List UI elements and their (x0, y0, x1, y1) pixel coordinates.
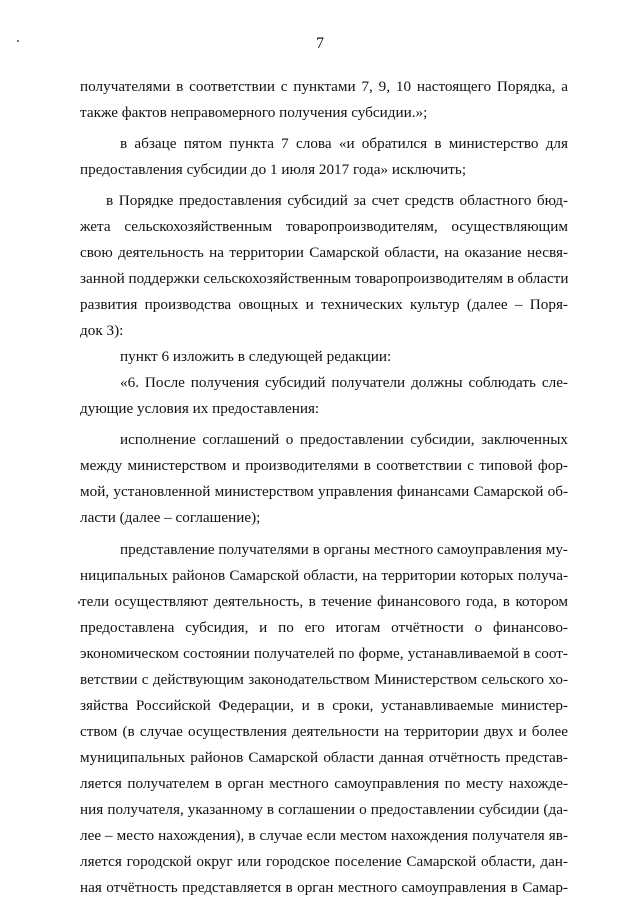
text-line: «6. После получения субсидий получатели должны соблюдать сле- (120, 374, 568, 391)
page-number: 7 (316, 35, 324, 52)
text-line: зяйства Российской Федерации, и в сроки, устанавливаемые министер- (80, 697, 568, 714)
text-line: предоставлена субсидия, и по его итогам отчётности о финансово- (80, 619, 568, 636)
text-line: ляется получателем в орган местного самоуправления по месту нахожде- (80, 775, 568, 792)
paragraph (80, 188, 568, 344)
paragraph (80, 370, 568, 422)
text-line: также фактов неправомерного получения субсидии.»; (80, 104, 428, 121)
text-line: муниципальных районов Самарской области данная отчётность представ- (80, 749, 568, 766)
text-line: занной поддержки сельскохозяйственным товаропроизводителям в области (80, 270, 569, 287)
document-body (80, 74, 568, 901)
text-line: экономическом состоянии получателей по форме, устанавливаемой в соот- (80, 645, 568, 662)
text-line: ством (в случае осуществления деятельности на территории двух и более (80, 723, 568, 740)
text-line: в абзаце пятом пункта 7 слова «и обратился в министерство для (120, 135, 568, 152)
text-line: док 3): (80, 322, 124, 339)
paragraph (80, 131, 568, 183)
text-line: развития производства овощных и технических культур (далее – Поря- (80, 296, 568, 313)
text-line: ная отчётность представляется в орган местного самоуправления в Самар- (80, 879, 568, 896)
text-line: тели осуществляют деятельность, в течение финансового года, в котором (80, 593, 568, 610)
text-line: ния получателя, указанному в соглашении о предоставлении субсидии (да- (80, 801, 568, 818)
paragraph (80, 537, 568, 901)
text-line: представление получателями в органы местного самоуправления му- (120, 541, 568, 558)
paragraph (80, 344, 568, 370)
text-line: жета сельскохозяйственным товаропроизводителям, осуществляющим (80, 218, 568, 235)
paragraph (80, 74, 568, 126)
text-line: свою деятельность на территории Самарской области, на оказание несвя- (80, 244, 568, 261)
text-line: получателями в соответствии с пунктами 7, 9, 10 настоящего Порядка, а (80, 78, 568, 95)
paragraph (80, 427, 568, 531)
text-line: ласти (далее – соглашение); (80, 509, 261, 526)
text-line: ниципальных районов Самарской области, на территории которых получа- (80, 567, 568, 584)
text-line: ляется городской округ или городское поселение Самарской области, дан- (80, 853, 568, 870)
text-line: в Порядке предоставления субсидий за счет средств областного бюд- (106, 192, 568, 209)
text-line: ветствии с действующим законодательством Министерством сельского хо- (80, 671, 568, 688)
text-line: предоставления субсидии до 1 июля 2017 года» исключить; (80, 161, 467, 178)
text-line: исполнение соглашений о предоставлении субсидии, заключенных (120, 431, 568, 448)
text-line: лее – место нахождения), в случае если местом нахождения получателя яв- (80, 827, 568, 844)
text-line: пункт 6 изложить в следующей редакции: (120, 348, 392, 365)
text-line: между министерством и производителями в соответствии с типовой фор- (80, 457, 568, 474)
scan-speck (17, 40, 19, 42)
text-line: дующие условия их предоставления: (80, 400, 320, 417)
text-line: мой, установленной министерством управления финансами Самарской об- (80, 483, 568, 500)
